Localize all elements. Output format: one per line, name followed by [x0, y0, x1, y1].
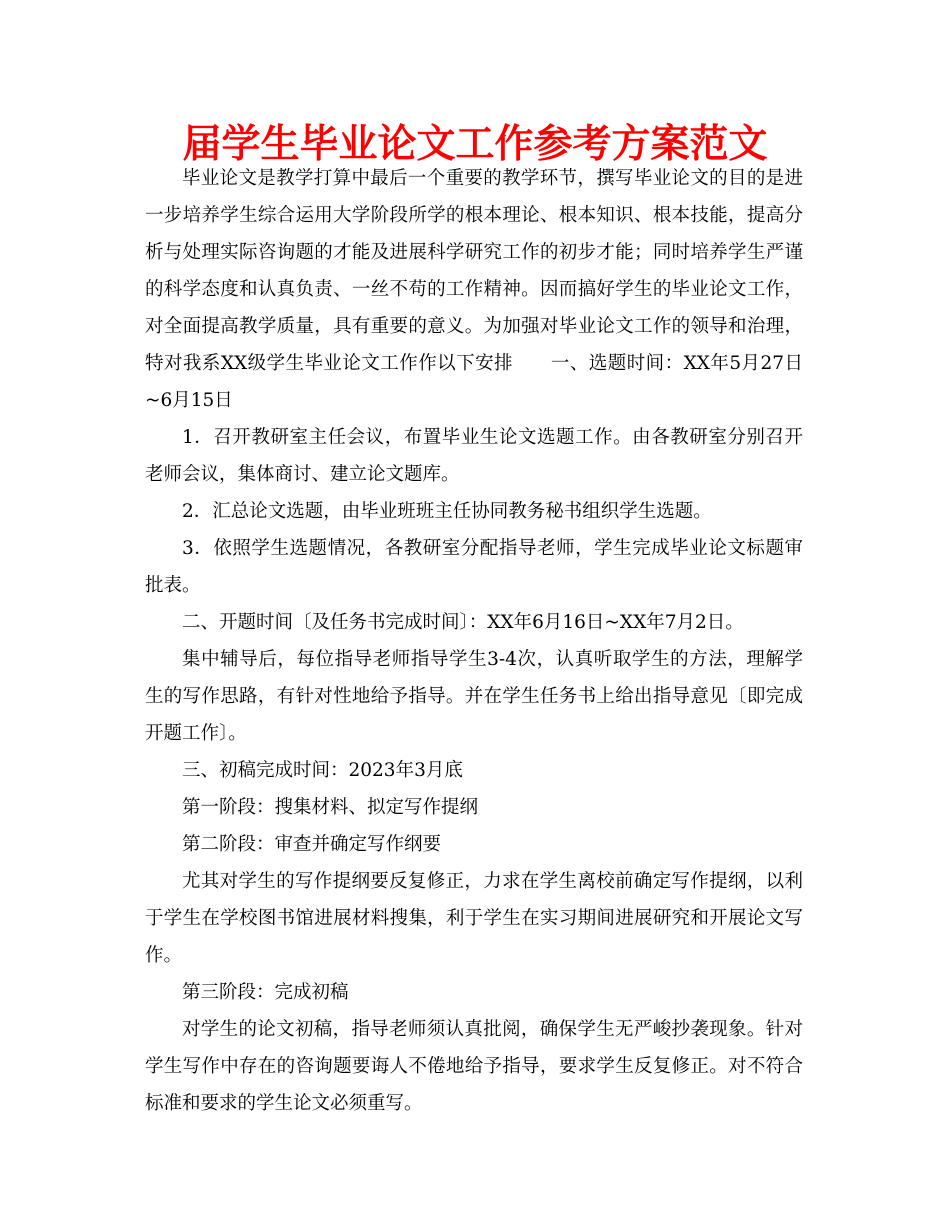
paragraph-stage-3-body: 对学生的论文初稿，指导老师须认真批阅，确保学生无严峻抄袭现象。针对学生写作中存在的咨询题要诲人不倦地给予指导，要求学生反复修正。对不符合标准和要求的学生论文必须重写。	[145, 1019, 803, 1114]
document-title: 届学生毕业论文工作参考方案范文	[182, 122, 768, 167]
document-body	[145, 160, 803, 1122]
paragraph-stage-2: 第二阶段：审查并确定写作纲要	[182, 834, 442, 855]
paragraph-item-1: 1．召开教研室主任会议，布置毕业生论文选题工作。由各教研室分别召开老师会议，集体商讨、建立论文题库。	[145, 427, 803, 485]
paragraph-stage-1: 第一阶段：搜集材料、拟定写作提纲	[182, 797, 479, 818]
paragraph-item-2: 2．汇总论文选题，由毕业班班主任协同教务秘书组织学生选题。	[182, 501, 712, 522]
paragraph-section-3-heading: 三、初稿完成时间：2023年3月底	[182, 760, 463, 781]
paragraph-stage-3: 第三阶段：完成初稿	[182, 982, 349, 1003]
paragraph-section-2-heading: 二、开题时间〔及任务书完成时间〕：XX年6月16日~XX年7月2日。	[182, 612, 744, 633]
paragraph-intro: 毕业论文是教学打算中最后一个重要的教学环节，撰写毕业论文的目的是进一步培养学生综合运用大学阶段所学的根本理论、根本知识、根本技能，提高分析与处理实际咨询题的才能及进展科学研究工作的初步才能；同时培养学生严谨的科学态度和认真负责、一丝不苟的工作精神。因而搞好学生的毕业论文工作，对全面提高教学质量，具有重要的意义。为加强对毕业论文工作的领导和治理，特对我系XX级学生毕业论文工作作以下安排 一、选题时间：XX年5月27日~6月15日	[145, 168, 803, 411]
paragraph-item-3: 3．依照学生选题情况，各教研室分配指导老师，学生完成毕业论文标题审批表。	[145, 538, 803, 596]
paragraph-section-2-body: 集中辅导后，每位指导老师指导学生3-4次，认真听取学生的方法，理解学生的写作思路，有针对性地给予指导。并在学生任务书上给出指导意见〔即完成开题工作〕。	[145, 649, 803, 744]
paragraph-stage-2-body: 尤其对学生的写作提纲要反复修正，力求在学生离校前确定写作提纲，以利于学生在学校图书馆进展材料搜集，利于学生在实习期间进展研究和开展论文写作。	[145, 871, 803, 966]
